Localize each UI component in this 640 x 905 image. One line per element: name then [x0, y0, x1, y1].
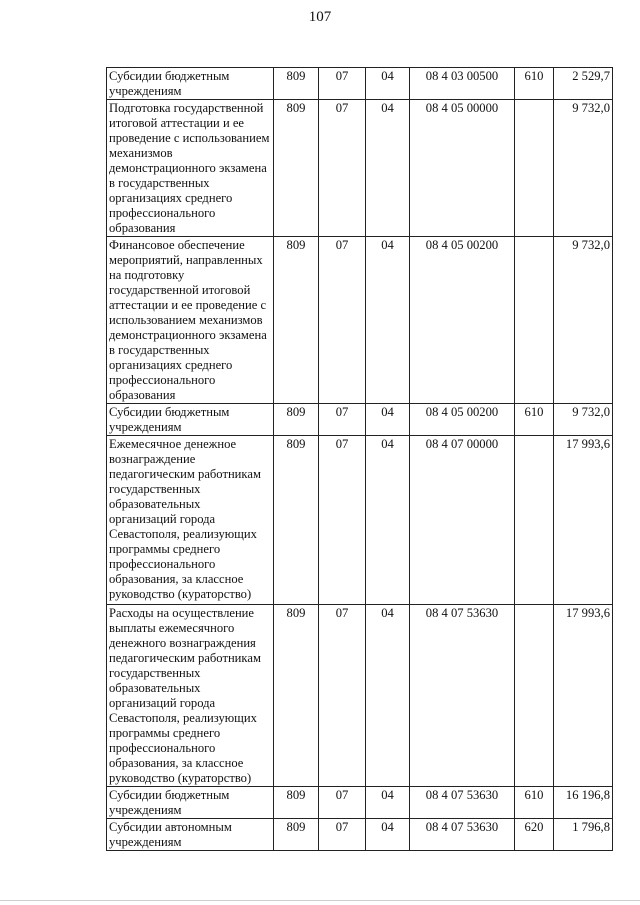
- cell-name: Субсидии автономным учреждениям: [107, 819, 274, 851]
- cell-target-article: 08 4 07 53630: [410, 605, 515, 787]
- cell-amount: 16 196,8: [554, 787, 613, 819]
- cell-subsection-code: 04: [366, 819, 410, 851]
- cell-name: Субсидии бюджетным учреждениям: [107, 787, 274, 819]
- cell-target-article: 08 4 07 53630: [410, 819, 515, 851]
- page-number: 107: [308, 9, 332, 25]
- cell-subsection-code: 04: [366, 100, 410, 237]
- cell-subsection-code: 04: [366, 237, 410, 404]
- cell-subsection-code: 04: [366, 68, 410, 100]
- table-row: [107, 237, 613, 404]
- cell-target-article: 08 4 07 00000: [410, 436, 515, 605]
- table-row: [107, 819, 613, 851]
- cell-expense-type: [515, 100, 554, 237]
- table-row: [107, 436, 613, 605]
- cell-expense-type: [515, 436, 554, 605]
- cell-amount: 1 796,8: [554, 819, 613, 851]
- cell-amount: 17 993,6: [554, 605, 613, 787]
- cell-amount: 17 993,6: [554, 436, 613, 605]
- cell-grbs-code: 809: [274, 100, 319, 237]
- cell-amount: 9 732,0: [554, 404, 613, 436]
- cell-target-article: 08 4 05 00000: [410, 100, 515, 237]
- cell-expense-type: [515, 237, 554, 404]
- cell-expense-type: [515, 605, 554, 787]
- cell-name: Субсидии бюджетным учреждениям: [107, 404, 274, 436]
- cell-name: Субсидии бюджетным учреждениям: [107, 68, 274, 100]
- cell-target-article: 08 4 03 00500: [410, 68, 515, 100]
- scan-edge-line: [0, 900, 640, 901]
- cell-grbs-code: 809: [274, 237, 319, 404]
- cell-subsection-code: 04: [366, 605, 410, 787]
- cell-target-article: 08 4 05 00200: [410, 237, 515, 404]
- cell-amount: 9 732,0: [554, 100, 613, 237]
- budget-table: [106, 67, 613, 851]
- cell-target-article: 08 4 05 00200: [410, 404, 515, 436]
- table-row: [107, 68, 613, 100]
- cell-section-code: 07: [319, 237, 366, 404]
- table-row: [107, 100, 613, 237]
- cell-grbs-code: 809: [274, 404, 319, 436]
- cell-expense-type: 610: [515, 68, 554, 100]
- cell-grbs-code: 809: [274, 787, 319, 819]
- cell-name: Расходы на осуществление выплаты ежемесячного денежного вознаграждения педагогическим работникам государственных образовательных организаций города Севастополя, реализующих программы среднего профессионального образования, за классное руководство (кураторство): [107, 605, 274, 787]
- cell-expense-type: 610: [515, 787, 554, 819]
- cell-name: Финансовое обеспечение мероприятий, направленных на подготовку государственной итоговой аттестации и ее проведение с использованием механизмов демонстрационного экзамена в государственных организациях среднего профессионального образования: [107, 237, 274, 404]
- cell-subsection-code: 04: [366, 436, 410, 605]
- cell-subsection-code: 04: [366, 404, 410, 436]
- cell-section-code: 07: [319, 787, 366, 819]
- cell-grbs-code: 809: [274, 819, 319, 851]
- cell-expense-type: 620: [515, 819, 554, 851]
- table-body: [107, 68, 613, 851]
- table-row: [107, 787, 613, 819]
- cell-grbs-code: 809: [274, 605, 319, 787]
- cell-section-code: 07: [319, 605, 366, 787]
- cell-section-code: 07: [319, 404, 366, 436]
- cell-section-code: 07: [319, 68, 366, 100]
- cell-name: Подготовка государственной итоговой аттестации и ее проведение с использованием механизмов демонстрационного экзамена в государственных организациях среднего профессионального образования: [107, 100, 274, 237]
- cell-expense-type: 610: [515, 404, 554, 436]
- cell-amount: 2 529,7: [554, 68, 613, 100]
- cell-name: Ежемесячное денежное вознаграждение педагогическим работникам государственных образовательных организаций города Севастополя, реализующих программы среднего профессионального образования, за классное руководство (кураторство): [107, 436, 274, 605]
- cell-target-article: 08 4 07 53630: [410, 787, 515, 819]
- cell-subsection-code: 04: [366, 787, 410, 819]
- cell-amount: 9 732,0: [554, 237, 613, 404]
- table-row: [107, 605, 613, 787]
- cell-section-code: 07: [319, 819, 366, 851]
- cell-grbs-code: 809: [274, 68, 319, 100]
- cell-grbs-code: 809: [274, 436, 319, 605]
- table-row: [107, 404, 613, 436]
- cell-section-code: 07: [319, 436, 366, 605]
- cell-section-code: 07: [319, 100, 366, 237]
